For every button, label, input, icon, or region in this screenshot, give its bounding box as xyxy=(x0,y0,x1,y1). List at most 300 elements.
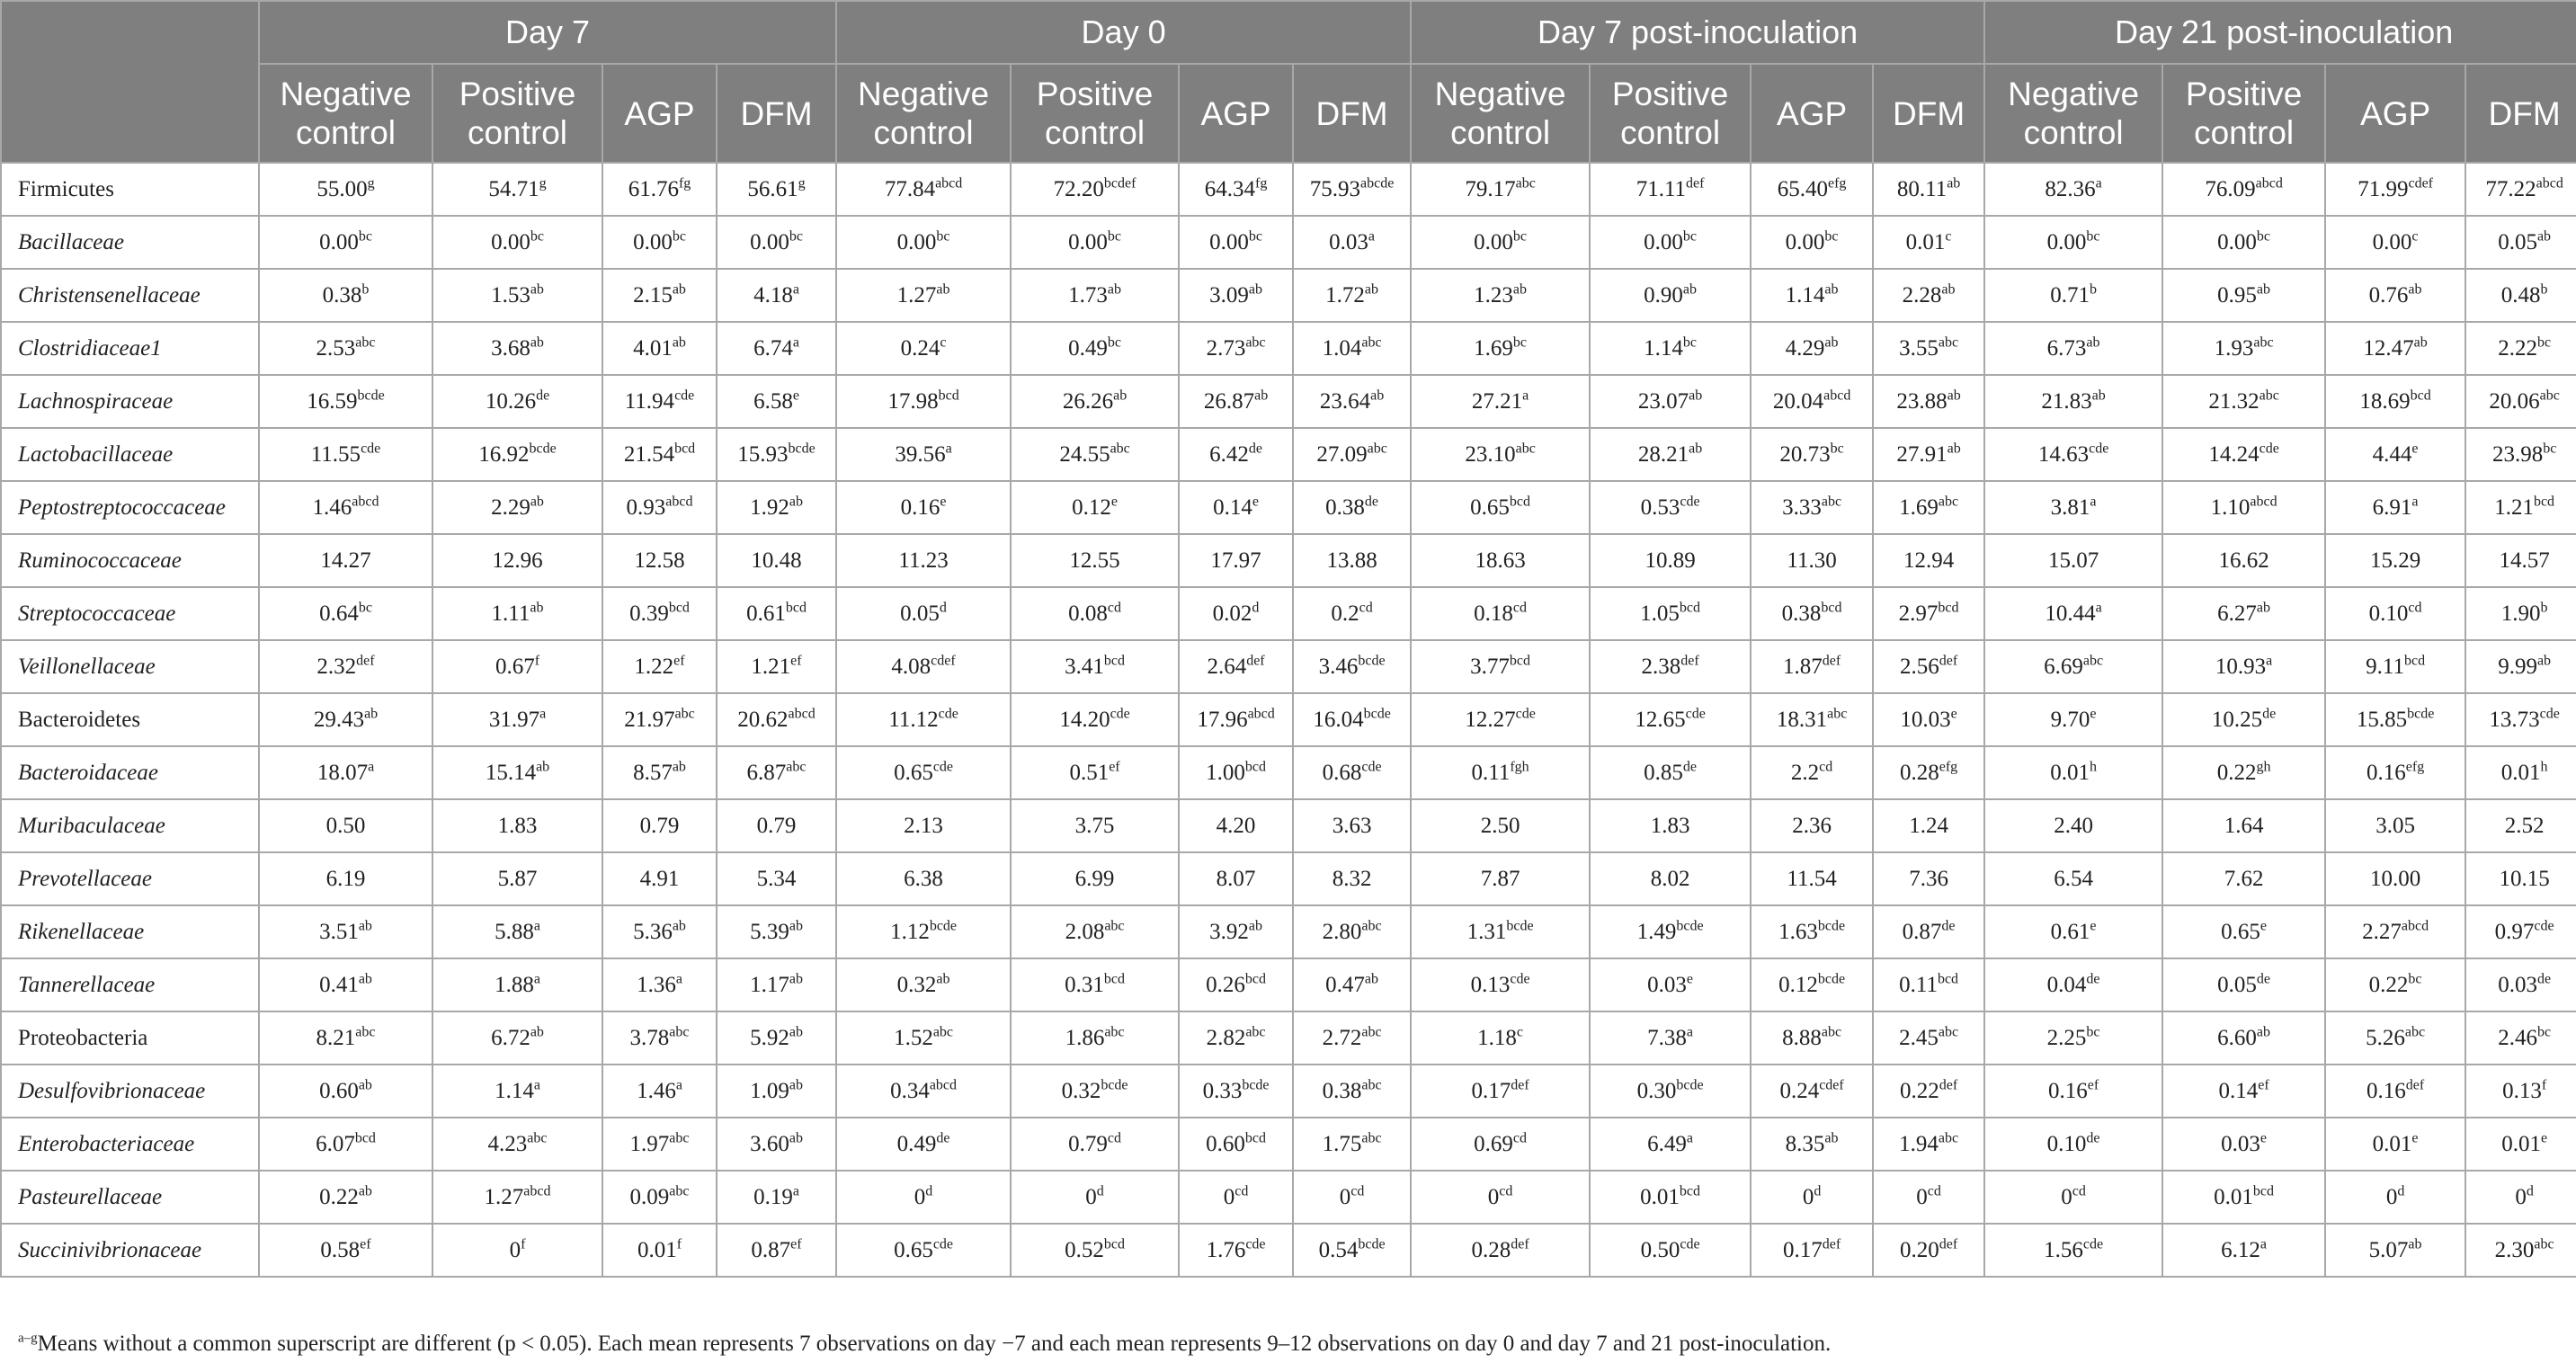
significance-superscript: bcd xyxy=(1509,653,1531,669)
significance-superscript: de xyxy=(2086,971,2100,987)
value-cell xyxy=(2325,534,2465,587)
value-cell xyxy=(432,481,602,534)
mean-value: 0.65 xyxy=(1470,494,1510,520)
mean-value: 1.46 xyxy=(637,1078,676,1103)
mean-value: 0.00 xyxy=(1644,229,1683,254)
value-cell xyxy=(1011,640,1179,693)
mean-value: 0.01 xyxy=(2050,760,2090,785)
mean-value: 3.55 xyxy=(1899,335,1939,361)
family-name-cell: Succinivibrionaceae xyxy=(1,1224,259,1277)
mean-value: 0.22 xyxy=(1900,1078,1939,1103)
mean-value: 0.38 xyxy=(322,282,362,307)
mean-value: 10.89 xyxy=(1645,548,1696,573)
value-cell xyxy=(2162,746,2325,799)
value-cell xyxy=(1984,1011,2162,1065)
significance-superscript: cde xyxy=(2534,918,2554,934)
significance-superscript: abc xyxy=(527,1130,548,1146)
mean-value: 0.05 xyxy=(2217,972,2257,997)
value-cell xyxy=(602,640,717,693)
value-cell xyxy=(1293,269,1411,322)
significance-superscript: ab xyxy=(1248,281,1262,298)
mean-value: 0.14 xyxy=(2218,1078,2259,1103)
table-row xyxy=(1,746,2576,799)
mean-value: 6.49 xyxy=(1647,1131,1687,1156)
mean-value: 14.24 xyxy=(2208,441,2260,467)
value-cell xyxy=(1293,534,1411,587)
table-row xyxy=(1,852,2576,905)
mean-value: 1.69 xyxy=(1474,335,1513,361)
mean-value: 1.52 xyxy=(894,1025,933,1050)
mean-value: 2.36 xyxy=(1792,813,1832,838)
value-cell xyxy=(1011,799,1179,852)
significance-superscript: ab xyxy=(1512,281,1528,298)
table-row xyxy=(1,1011,2576,1065)
significance-superscript: ab xyxy=(672,918,686,934)
value-cell xyxy=(602,799,717,852)
value-cell xyxy=(432,1171,602,1224)
significance-superscript: c xyxy=(1516,1024,1524,1040)
value-cell xyxy=(1984,534,2162,587)
mean-value: 11.55 xyxy=(310,441,361,467)
significance-superscript: bcd xyxy=(1244,1130,1266,1146)
mean-value: 11.94 xyxy=(624,388,675,414)
value-cell xyxy=(1179,958,1293,1011)
mean-value: 20.04 xyxy=(1772,388,1824,414)
value-cell xyxy=(2162,269,2325,322)
value-cell xyxy=(1590,216,1751,269)
family-name-cell: Tannerellaceae xyxy=(1,958,259,1011)
mean-value: 1.00 xyxy=(1206,760,1245,785)
mean-value: 18.63 xyxy=(1475,548,1526,573)
mean-value: 0 xyxy=(1223,1184,1235,1209)
mean-value: 1.12 xyxy=(890,919,930,944)
value-cell xyxy=(1590,322,1751,375)
significance-superscript: abc xyxy=(1245,1024,1266,1040)
value-cell xyxy=(2465,799,2576,852)
significance-superscript: abc xyxy=(1110,441,1130,457)
value-cell xyxy=(1411,1065,1590,1118)
value-cell xyxy=(2325,216,2465,269)
value-cell xyxy=(259,1065,432,1118)
value-cell xyxy=(1011,587,1179,640)
value-cell xyxy=(1293,852,1411,905)
mean-value: 0.01 xyxy=(2372,1131,2412,1156)
mean-value: 9.99 xyxy=(2498,654,2537,679)
treatment-header: Positive control xyxy=(1590,64,1751,163)
significance-superscript: abc xyxy=(1245,334,1266,351)
value-cell xyxy=(1411,746,1590,799)
significance-superscript: ab xyxy=(358,1077,372,1093)
significance-superscript: bcde xyxy=(2407,706,2435,722)
significance-superscript: abc xyxy=(669,1183,690,1199)
significance-superscript: bc xyxy=(530,228,544,245)
mean-value: 1.31 xyxy=(1466,919,1507,944)
mean-value: 9.70 xyxy=(2050,707,2090,732)
value-cell xyxy=(1751,163,1873,216)
value-cell xyxy=(1411,1224,1590,1277)
value-cell xyxy=(1984,746,2162,799)
value-cell xyxy=(2325,746,2465,799)
day-group-header: Day 21 post-inoculation xyxy=(1984,1,2576,64)
family-name-cell: Bacillaceae xyxy=(1,216,259,269)
significance-superscript: def xyxy=(1511,1236,1529,1252)
value-cell xyxy=(1179,587,1293,640)
significance-superscript: a xyxy=(792,334,799,351)
significance-superscript: de xyxy=(2256,971,2271,987)
significance-superscript: ab xyxy=(2408,281,2422,298)
mean-value: 1.83 xyxy=(1650,813,1690,838)
significance-superscript: bc xyxy=(1107,228,1121,245)
significance-superscript: cd xyxy=(1235,1183,1249,1199)
significance-superscript: de xyxy=(1248,441,1262,457)
mean-value: 12.47 xyxy=(2363,335,2414,361)
mean-value: 11.12 xyxy=(888,707,939,732)
value-cell xyxy=(602,269,717,322)
significance-superscript: bcde xyxy=(1358,653,1386,669)
significance-superscript: ab xyxy=(530,1024,544,1040)
significance-superscript: bcd xyxy=(1509,494,1531,510)
mean-value: 0.65 xyxy=(894,1237,933,1262)
mean-value: 14.20 xyxy=(1059,707,1110,732)
value-cell xyxy=(1179,1118,1293,1171)
significance-superscript: bc xyxy=(1107,334,1121,351)
significance-superscript: ab xyxy=(358,1183,372,1199)
mean-value: 5.34 xyxy=(756,866,797,891)
mean-value: 15.07 xyxy=(2047,548,2099,573)
value-cell xyxy=(1179,905,1293,958)
mean-value: 3.05 xyxy=(2375,813,2415,838)
significance-superscript: bcdef xyxy=(1103,175,1136,192)
family-name-cell: Veillonellaceae xyxy=(1,640,259,693)
mean-value: 0.16 xyxy=(2048,1078,2088,1103)
value-cell xyxy=(1751,375,1873,428)
value-cell xyxy=(1293,746,1411,799)
value-cell xyxy=(1590,852,1751,905)
significance-superscript: g xyxy=(367,175,375,192)
mean-value: 11.54 xyxy=(1787,866,1837,891)
mean-value: 1.27 xyxy=(484,1184,524,1209)
value-cell xyxy=(1179,640,1293,693)
value-cell xyxy=(717,799,836,852)
mean-value: 0.69 xyxy=(1474,1131,1513,1156)
value-cell xyxy=(602,1118,717,1171)
value-cell xyxy=(602,587,717,640)
value-cell xyxy=(1293,1065,1411,1118)
mean-value: 0.38 xyxy=(1325,494,1365,520)
table-row xyxy=(1,587,2576,640)
mean-value: 2.46 xyxy=(2498,1025,2537,1050)
significance-superscript: abc xyxy=(932,1024,954,1040)
value-cell xyxy=(432,1065,602,1118)
value-cell xyxy=(1590,375,1751,428)
mean-value: 3.92 xyxy=(1209,919,1249,944)
significance-superscript: ab xyxy=(530,281,544,298)
value-cell xyxy=(836,905,1011,958)
significance-superscript: abcd xyxy=(352,494,379,510)
mean-value: 28.21 xyxy=(1637,441,1689,467)
family-name-cell: Enterobacteriaceae xyxy=(1,1118,259,1171)
mean-value: 0.03 xyxy=(2221,1131,2260,1156)
significance-superscript: ab xyxy=(536,759,550,775)
value-cell xyxy=(1590,640,1751,693)
significance-superscript: cde xyxy=(1361,759,1382,775)
mean-value: 2.38 xyxy=(1641,654,1681,679)
value-cell xyxy=(1293,163,1411,216)
significance-superscript: def xyxy=(356,653,375,669)
value-cell xyxy=(259,481,432,534)
mean-value: 72.20 xyxy=(1053,176,1104,201)
mean-value: 1.63 xyxy=(1778,919,1818,944)
mean-value: 2.30 xyxy=(2494,1237,2535,1262)
value-cell xyxy=(602,1065,717,1118)
value-cell xyxy=(1411,905,1590,958)
mean-value: 1.14 xyxy=(1785,282,1825,307)
value-cell xyxy=(2162,534,2325,587)
value-cell xyxy=(836,587,1011,640)
value-cell xyxy=(1179,1171,1293,1224)
mean-value: 0.12 xyxy=(1072,494,1111,520)
value-cell xyxy=(1011,534,1179,587)
significance-superscript: ab xyxy=(789,1024,803,1040)
mean-value: 1.93 xyxy=(2214,335,2254,361)
value-cell xyxy=(1751,746,1873,799)
mean-value: 2.25 xyxy=(2046,1025,2087,1050)
footnote-text: Means without a common superscript are different (p < 0.05). Each mean represents 7 observations on day −7 and each mean represents 9–12 observations on day 0 and day 7 and 21 post-inoculation. xyxy=(37,1332,1832,1356)
value-cell xyxy=(717,1011,836,1065)
significance-superscript: bcd xyxy=(938,388,959,404)
value-cell xyxy=(259,746,432,799)
value-cell xyxy=(1293,428,1411,481)
mean-value: 75.93 xyxy=(1309,176,1361,201)
mean-value: 0.19 xyxy=(753,1184,793,1209)
value-cell xyxy=(1751,640,1873,693)
value-cell xyxy=(1179,428,1293,481)
mean-value: 4.08 xyxy=(891,654,931,679)
significance-superscript: ab xyxy=(1824,1130,1839,1146)
value-cell xyxy=(2162,852,2325,905)
family-name-cell: Bacteroidaceae xyxy=(1,746,259,799)
value-cell xyxy=(1411,1118,1590,1171)
mean-value: 6.42 xyxy=(1209,441,1249,467)
mean-value: 1.83 xyxy=(497,813,538,838)
mean-value: 27.91 xyxy=(1896,441,1948,467)
value-cell xyxy=(1293,1011,1411,1065)
mean-value: 0.01 xyxy=(2500,760,2541,785)
mean-value: 0.60 xyxy=(1206,1131,1245,1156)
mean-value: 0.79 xyxy=(1068,1131,1108,1156)
significance-superscript: ef xyxy=(2258,1077,2269,1093)
table-row xyxy=(1,958,2576,1011)
mean-value: 0.97 xyxy=(2494,919,2535,944)
significance-superscript: abc xyxy=(1361,334,1382,351)
significance-superscript: def xyxy=(1511,1077,1529,1093)
family-name-cell: Pasteurellaceae xyxy=(1,1171,259,1224)
mean-value: 12.96 xyxy=(492,548,543,573)
value-cell xyxy=(2162,481,2325,534)
significance-superscript: cde xyxy=(1245,1236,1266,1252)
value-cell xyxy=(2162,799,2325,852)
significance-superscript: abcd xyxy=(788,706,816,722)
significance-superscript: bc xyxy=(2408,971,2422,987)
mean-value: 10.44 xyxy=(2045,601,2096,626)
mean-value: 6.69 xyxy=(2044,654,2083,679)
significance-superscript: cde xyxy=(1680,494,1700,510)
significance-superscript: bcd xyxy=(354,1130,376,1146)
treatment-header: DFM xyxy=(2465,64,2576,163)
value-cell xyxy=(1179,1011,1293,1065)
mean-value: 1.22 xyxy=(634,654,674,679)
mean-value: 76.09 xyxy=(2205,176,2256,201)
mean-value: 6.27 xyxy=(2217,601,2257,626)
mean-value: 21.97 xyxy=(624,707,675,732)
significance-superscript: ab xyxy=(1254,388,1269,404)
mean-value: 0.87 xyxy=(1902,919,1942,944)
value-cell xyxy=(259,1224,432,1277)
value-cell xyxy=(1751,1118,1873,1171)
significance-superscript: abcd xyxy=(523,1183,551,1199)
mean-value: 7.87 xyxy=(1480,866,1520,891)
value-cell xyxy=(717,1171,836,1224)
table-row xyxy=(1,216,2576,269)
mean-value: 0.01 xyxy=(1905,229,1946,254)
significance-superscript: bc xyxy=(1512,228,1528,245)
treatment-header: Negative control xyxy=(1411,64,1590,163)
footnote-mark: a–g xyxy=(18,1331,38,1346)
table-row xyxy=(1,375,2576,428)
mean-value: 3.41 xyxy=(1065,654,1104,679)
value-cell xyxy=(1984,905,2162,958)
family-name-cell: Peptostreptococcaceae xyxy=(1,481,259,534)
mean-value: 8.21 xyxy=(316,1025,356,1050)
mean-value: 1.97 xyxy=(629,1131,670,1156)
mean-value: 0 xyxy=(1802,1184,1814,1209)
value-cell xyxy=(1011,216,1179,269)
mean-value: 0.61 xyxy=(746,601,786,626)
treatment-header: AGP xyxy=(602,64,717,163)
table-row xyxy=(1,905,2576,958)
table-row xyxy=(1,640,2576,693)
value-cell xyxy=(432,163,602,216)
significance-superscript: de xyxy=(936,1130,950,1146)
value-cell xyxy=(1984,428,2162,481)
mean-value: 15.85 xyxy=(2356,707,2408,732)
significance-superscript: cde xyxy=(932,759,954,775)
value-cell xyxy=(1179,534,1293,587)
value-cell xyxy=(1984,799,2162,852)
mean-value: 6.58 xyxy=(753,388,793,414)
value-cell xyxy=(2465,640,2576,693)
mean-value: 3.60 xyxy=(750,1131,789,1156)
treatment-header: DFM xyxy=(717,64,836,163)
value-cell xyxy=(1873,1118,1984,1171)
mean-value: 6.54 xyxy=(2054,866,2093,891)
significance-superscript: abcd xyxy=(1247,706,1275,722)
significance-superscript: bcd xyxy=(1938,600,1959,616)
value-cell xyxy=(2465,1118,2576,1171)
significance-superscript: e xyxy=(2090,918,2097,934)
mean-value: 0.22 xyxy=(2216,760,2257,785)
family-name-cell: Lachnospiraceae xyxy=(1,375,259,428)
significance-superscript: cd xyxy=(1819,759,1833,775)
value-cell xyxy=(2465,1171,2576,1224)
value-cell xyxy=(2325,693,2465,746)
significance-superscript: ab xyxy=(2086,334,2100,351)
value-cell xyxy=(1751,481,1873,534)
value-cell xyxy=(602,322,717,375)
mean-value: 0.20 xyxy=(1900,1237,1939,1262)
significance-superscript: f xyxy=(534,653,540,669)
treatment-header-row xyxy=(1,64,2576,163)
treatment-header: DFM xyxy=(1293,64,1411,163)
significance-superscript: abc xyxy=(1104,1024,1125,1040)
mean-value: 4.91 xyxy=(639,866,680,891)
value-cell xyxy=(1590,693,1751,746)
mean-value: 0.24 xyxy=(900,335,940,361)
mean-value: 1.10 xyxy=(2210,494,2251,520)
mean-value: 23.10 xyxy=(1465,441,1516,467)
significance-superscript: a xyxy=(2411,494,2419,510)
significance-superscript: ab xyxy=(2536,653,2552,669)
mean-value: 6.91 xyxy=(2372,494,2412,520)
significance-superscript: ab xyxy=(1689,441,1703,457)
mean-value: 2.13 xyxy=(904,813,943,838)
value-cell xyxy=(602,905,717,958)
significance-superscript: ab xyxy=(789,1077,803,1093)
mean-value: 3.75 xyxy=(1074,813,1115,838)
value-cell xyxy=(1011,269,1179,322)
significance-superscript: cde xyxy=(674,388,695,404)
value-cell xyxy=(836,799,1011,852)
mean-value: 1.17 xyxy=(750,972,789,997)
value-cell xyxy=(717,905,836,958)
mean-value: 1.04 xyxy=(1322,335,1362,361)
value-cell xyxy=(1293,693,1411,746)
value-cell xyxy=(432,1224,602,1277)
mean-value: 0.64 xyxy=(319,601,359,626)
mean-value: 0.76 xyxy=(2368,282,2409,307)
value-cell xyxy=(1411,640,1590,693)
mean-value: 21.83 xyxy=(2041,388,2092,414)
family-name-cell: Rikenellaceae xyxy=(1,905,259,958)
mean-value: 20.73 xyxy=(1779,441,1831,467)
significance-superscript: de xyxy=(1364,494,1378,510)
value-cell xyxy=(1873,693,1984,746)
phylum-name-cell: Bacteroidetes xyxy=(1,693,259,746)
value-cell xyxy=(836,216,1011,269)
significance-superscript: abc xyxy=(669,1130,690,1146)
mean-value: 79.17 xyxy=(1465,176,1516,201)
significance-superscript: bc xyxy=(358,228,372,245)
significance-superscript: def xyxy=(1822,653,1841,669)
mean-value: 20.06 xyxy=(2489,388,2540,414)
value-cell xyxy=(259,269,432,322)
significance-superscript: abc xyxy=(1361,1130,1382,1146)
significance-superscript: abc xyxy=(1361,1024,1382,1040)
significance-superscript: ab xyxy=(1947,441,1961,457)
value-cell xyxy=(1411,799,1590,852)
value-cell xyxy=(1751,1065,1873,1118)
significance-superscript: ef xyxy=(790,1236,802,1252)
value-cell xyxy=(432,534,602,587)
significance-superscript: cde xyxy=(938,706,958,722)
significance-superscript: ab xyxy=(530,334,544,351)
mean-value: 0.24 xyxy=(1779,1078,1820,1103)
mean-value: 0.93 xyxy=(626,494,666,520)
value-cell xyxy=(2465,746,2576,799)
mean-value: 10.15 xyxy=(2499,866,2550,891)
mean-value: 3.78 xyxy=(629,1025,670,1050)
value-cell xyxy=(2162,1065,2325,1118)
